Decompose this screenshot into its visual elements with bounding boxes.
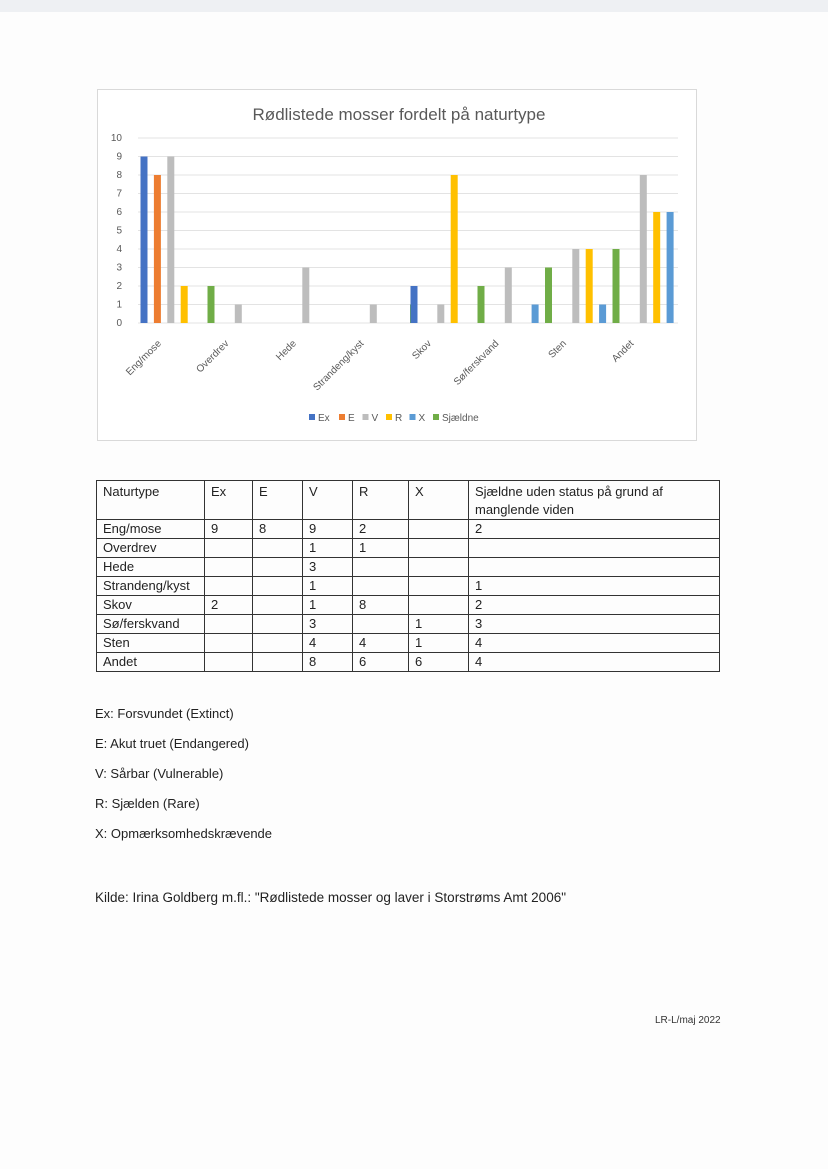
definition-r: R: Sjælden (Rare) <box>95 796 200 811</box>
legend-label-ex: Ex <box>318 413 330 424</box>
footer-note: LR-L/maj 2022 <box>655 1015 721 1026</box>
bar-v-5 <box>505 268 512 324</box>
table-cell <box>409 520 469 539</box>
table-row <box>97 539 720 558</box>
category-label: Andet <box>610 338 637 365</box>
chart-title: Rødlistede mosser fordelt på naturtype <box>252 105 546 124</box>
table-cell: Andet <box>97 653 205 672</box>
data-table <box>96 480 720 672</box>
category-labels <box>124 338 636 393</box>
table-cell: Sø/ferskvand <box>97 615 205 634</box>
table-cell: Strandeng/kyst <box>97 577 205 596</box>
table-cell <box>353 558 409 577</box>
table-cell <box>205 634 253 653</box>
table-cell: 4 <box>469 653 720 672</box>
header-naturtype: Naturtype <box>97 481 205 520</box>
category-label: Sø/ferskvand <box>451 338 502 388</box>
table-cell: 2 <box>469 520 720 539</box>
table-row <box>97 596 720 615</box>
bar-r-7 <box>653 212 660 323</box>
bar-sjældne-6 <box>613 249 620 323</box>
table-cell <box>253 653 303 672</box>
y-tick-label: 1 <box>116 299 122 311</box>
bar-x-5 <box>532 305 539 324</box>
table-cell <box>469 558 720 577</box>
bar-ex-4 <box>411 286 418 323</box>
table-cell: Overdrev <box>97 539 205 558</box>
table-row <box>97 558 720 577</box>
category-label: Overdrev <box>194 338 232 376</box>
table-cell: 2 <box>353 520 409 539</box>
table-row <box>97 634 720 653</box>
definition-v: V: Sårbar (Vulnerable) <box>95 766 224 781</box>
table-cell: 1 <box>409 615 469 634</box>
source-citation: Kilde: Irina Goldberg m.fl.: "Rødlistede mosser og laver i Storstrøms Amt 2006" <box>95 890 567 905</box>
bar-v-6 <box>572 249 579 323</box>
y-tick-label: 4 <box>116 244 122 255</box>
y-tick-label: 9 <box>116 151 122 163</box>
category-label: Skov <box>410 338 434 362</box>
y-tick-label: 3 <box>116 262 122 274</box>
table-cell <box>409 596 469 615</box>
category-label: Sten <box>546 338 569 361</box>
y-tick-label: 10 <box>110 133 122 144</box>
table-cell <box>205 653 253 672</box>
bar-r-0 <box>181 286 188 323</box>
y-tick-label: 0 <box>116 318 122 329</box>
bar-x-6 <box>599 305 606 324</box>
table-cell: Sten <box>97 634 205 653</box>
legend-label-e: E <box>348 413 355 424</box>
table-cell: 1 <box>353 539 409 558</box>
table-cell: Hede <box>97 558 205 577</box>
table-cell: 1 <box>303 539 353 558</box>
legend-swatch-ex <box>309 414 315 420</box>
table-body <box>97 520 720 672</box>
table-cell <box>253 577 303 596</box>
bar-v-2 <box>302 268 309 324</box>
table-cell: 4 <box>353 634 409 653</box>
table-header-row <box>97 481 720 520</box>
table-cell: 1 <box>303 596 353 615</box>
header-ex: Ex <box>205 481 253 520</box>
table-cell <box>253 615 303 634</box>
bar-v-0 <box>167 157 174 324</box>
bar-e-0 <box>154 175 161 323</box>
legend-swatch-x <box>410 414 416 420</box>
table-cell <box>253 558 303 577</box>
table-cell: 8 <box>303 653 353 672</box>
legend-label-v: V <box>371 413 379 424</box>
page-top-edge <box>0 0 828 12</box>
y-tick-label: 6 <box>116 207 122 218</box>
bar-sjældne-4 <box>478 286 485 323</box>
legend-label-r: R <box>395 413 403 424</box>
bar-ex-0 <box>141 157 148 324</box>
table-cell: 6 <box>353 653 409 672</box>
definition-x: X: Opmærksomhedskrævende <box>95 826 273 841</box>
header-e: E <box>253 481 303 520</box>
table-cell <box>409 539 469 558</box>
bar-layer <box>141 157 674 324</box>
table-cell <box>353 615 409 634</box>
bar-x-7 <box>667 212 674 323</box>
legend-swatch-e <box>339 414 345 420</box>
legend-label-x: X <box>418 413 426 424</box>
category-label: Strandeng/kyst <box>311 338 367 394</box>
table-cell: 8 <box>253 520 303 539</box>
y-tick-label: 8 <box>116 170 122 181</box>
table-cell <box>205 577 253 596</box>
table-cell: 3 <box>469 615 720 634</box>
table-cell <box>205 558 253 577</box>
table-cell <box>409 577 469 596</box>
table-cell: 8 <box>353 596 409 615</box>
header-x: X <box>409 481 469 520</box>
definition-list <box>95 705 272 855</box>
chart-frame <box>97 89 697 441</box>
bar-chart <box>98 90 696 440</box>
y-tick-label: 2 <box>116 281 122 292</box>
table-cell: 3 <box>303 615 353 634</box>
bar-r-4 <box>451 175 458 323</box>
table-cell: 4 <box>469 634 720 653</box>
definition-e: E: Akut truet (Endangered) <box>95 736 249 751</box>
table-row <box>97 520 720 539</box>
table-cell: 9 <box>205 520 253 539</box>
table-cell: 6 <box>409 653 469 672</box>
bar-sjældne-5 <box>545 268 552 324</box>
legend-label-sjældne: Sjældne <box>442 413 479 424</box>
table-cell: 1 <box>469 577 720 596</box>
y-axis-ticks <box>111 133 123 329</box>
table-cell: 1 <box>409 634 469 653</box>
table-row <box>97 615 720 634</box>
table-cell: 9 <box>303 520 353 539</box>
bar-v-1 <box>235 305 242 324</box>
bar-v-4 <box>437 305 444 324</box>
table-cell: 2 <box>469 596 720 615</box>
bar-v-7 <box>640 175 647 323</box>
definition-ex: Ex: Forsvundet (Extinct) <box>95 706 234 721</box>
bar-sjældne-0 <box>208 286 215 323</box>
y-tick-label: 5 <box>116 225 122 237</box>
table-cell: Skov <box>97 596 205 615</box>
table-cell <box>409 558 469 577</box>
table-row <box>97 577 720 596</box>
table-cell <box>253 634 303 653</box>
table-cell: 3 <box>303 558 353 577</box>
category-label: Eng/mose <box>124 338 164 378</box>
category-label: Hede <box>274 338 299 364</box>
legend-swatch-v <box>363 414 369 420</box>
table-cell <box>353 577 409 596</box>
table-cell: Eng/mose <box>97 520 205 539</box>
header-r: R <box>353 481 409 520</box>
table-cell <box>253 539 303 558</box>
table-cell: 2 <box>205 596 253 615</box>
table-row <box>97 653 720 672</box>
grid-layer <box>138 138 678 323</box>
header-sjaeldne: Sjældne uden status på grund af manglende viden <box>469 481 720 520</box>
table-cell <box>253 596 303 615</box>
header-v: V <box>303 481 353 520</box>
table-cell <box>205 539 253 558</box>
table-cell: 1 <box>303 577 353 596</box>
y-tick-label: 7 <box>116 188 122 200</box>
table-cell: 4 <box>303 634 353 653</box>
legend <box>309 413 479 424</box>
table-cell <box>469 539 720 558</box>
table-cell <box>205 615 253 634</box>
bar-r-6 <box>586 249 593 323</box>
legend-swatch-r <box>386 414 392 420</box>
bar-v-3 <box>370 305 377 324</box>
legend-swatch-sjældne <box>433 414 439 420</box>
